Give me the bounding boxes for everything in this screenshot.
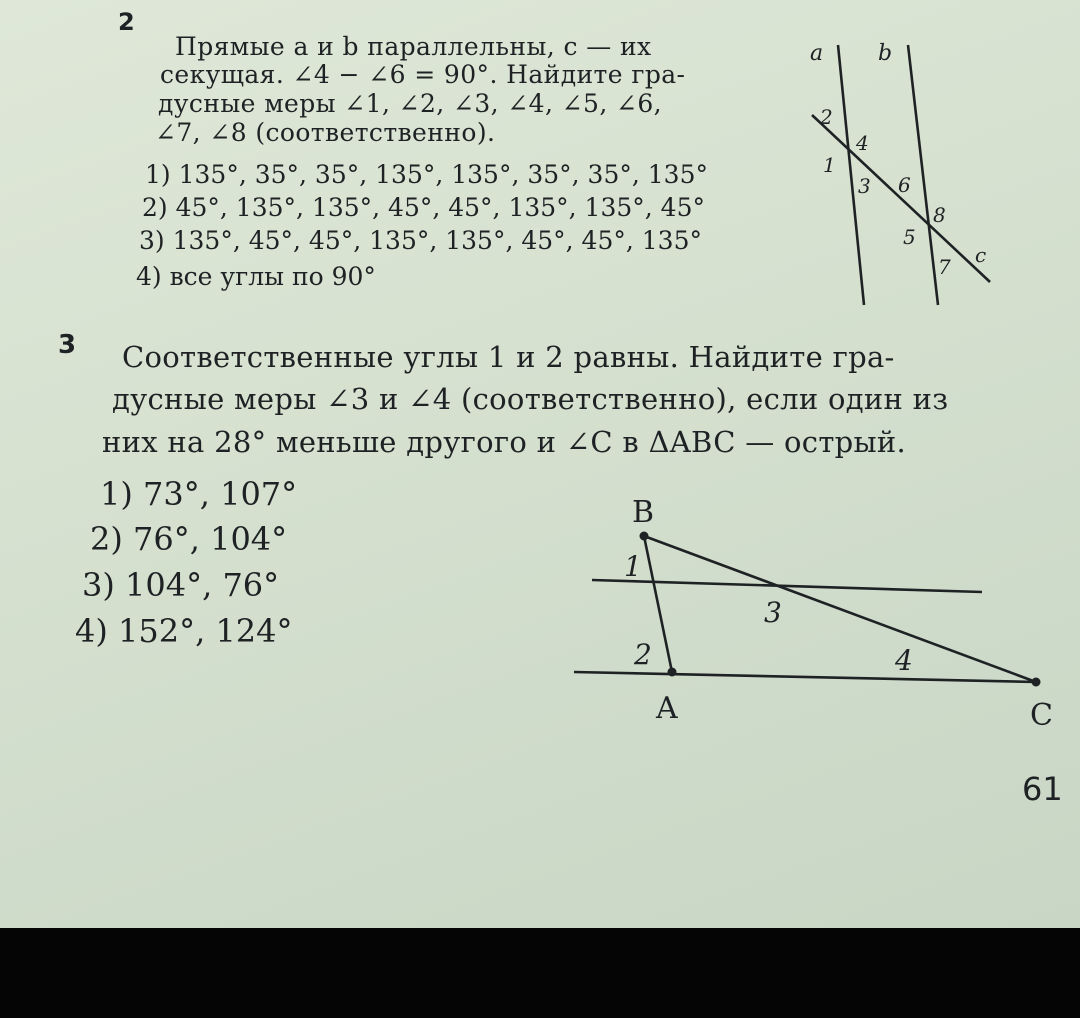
label-line-c: c (975, 243, 987, 267)
label-line-a: a (810, 41, 824, 66)
vertex-a-point (668, 668, 677, 677)
problem3-text-line-3: них на 28° меньше другого и ∠C в ΔABC — острый. (102, 425, 907, 459)
problem3-text-line-1: Соответственные углы 1 и 2 равны. Найдите гра- (122, 340, 895, 374)
parallel-lines-labels (810, 41, 986, 279)
label-line-b: b (878, 41, 893, 66)
angle-label-1-triangle: 1 (624, 550, 642, 583)
problem2-option-2: 2) 45°, 135°, 135°, 45°, 45°, 135°, 135°, 45° (142, 193, 705, 222)
angle-label-4: 4 (856, 131, 869, 155)
angle-label-2-triangle: 2 (634, 638, 652, 671)
problem3-option-4: 4) 152°, 124° (75, 612, 293, 650)
triangle-labels (624, 495, 1053, 733)
problem2-option-4: 4) все углы по 90° (136, 262, 376, 291)
problem2-text-line-2: секущая. ∠4 − ∠6 = 90°. Найдите гра- (160, 60, 686, 89)
vertex-b-point (640, 532, 649, 541)
label-vertex-a: A (656, 691, 678, 726)
vertex-c-point (1032, 678, 1041, 687)
problem3-option-2: 2) 76°, 104° (90, 520, 288, 558)
label-vertex-c: C (1030, 698, 1053, 733)
page-number: 61 (1022, 770, 1063, 808)
photo-dark-edge (0, 928, 1080, 1018)
problem3-number: 3 (58, 330, 77, 360)
angle-label-1: 1 (823, 153, 836, 177)
problem2-option-1: 1) 135°, 35°, 35°, 135°, 135°, 35°, 35°, 135° (145, 160, 708, 189)
angle-label-7: 7 (938, 255, 951, 279)
angle-label-8: 8 (933, 203, 946, 227)
angle-label-5: 5 (903, 225, 916, 249)
problem2-number: 2 (118, 8, 135, 36)
problem2-text-line-4: ∠7, ∠8 (соответственно). (155, 118, 496, 147)
problem2-option-3: 3) 135°, 45°, 45°, 135°, 135°, 45°, 45°, 135° (139, 226, 702, 255)
angle-label-3: 3 (858, 174, 871, 198)
angle-label-4-triangle: 4 (895, 644, 913, 677)
label-vertex-b: B (632, 495, 655, 530)
problem2-text-line-1: Прямые a и b параллельны, c — их (175, 32, 652, 61)
line-b (908, 45, 938, 305)
problem3-option-3: 3) 104°, 76° (82, 566, 280, 604)
problem3-text-line-2: дусные меры ∠3 и ∠4 (соответственно), если один из (112, 382, 949, 416)
side-bc (644, 536, 1036, 682)
line-ac (574, 672, 1036, 682)
angle-label-3-triangle: 3 (764, 596, 782, 629)
secant-c (812, 115, 990, 282)
problem3-option-1: 1) 73°, 107° (100, 475, 298, 513)
angle-label-2: 2 (820, 105, 833, 129)
problem2-text-line-3: дусные меры ∠1, ∠2, ∠3, ∠4, ∠5, ∠6, (158, 89, 663, 118)
angle-label-6: 6 (898, 173, 911, 197)
